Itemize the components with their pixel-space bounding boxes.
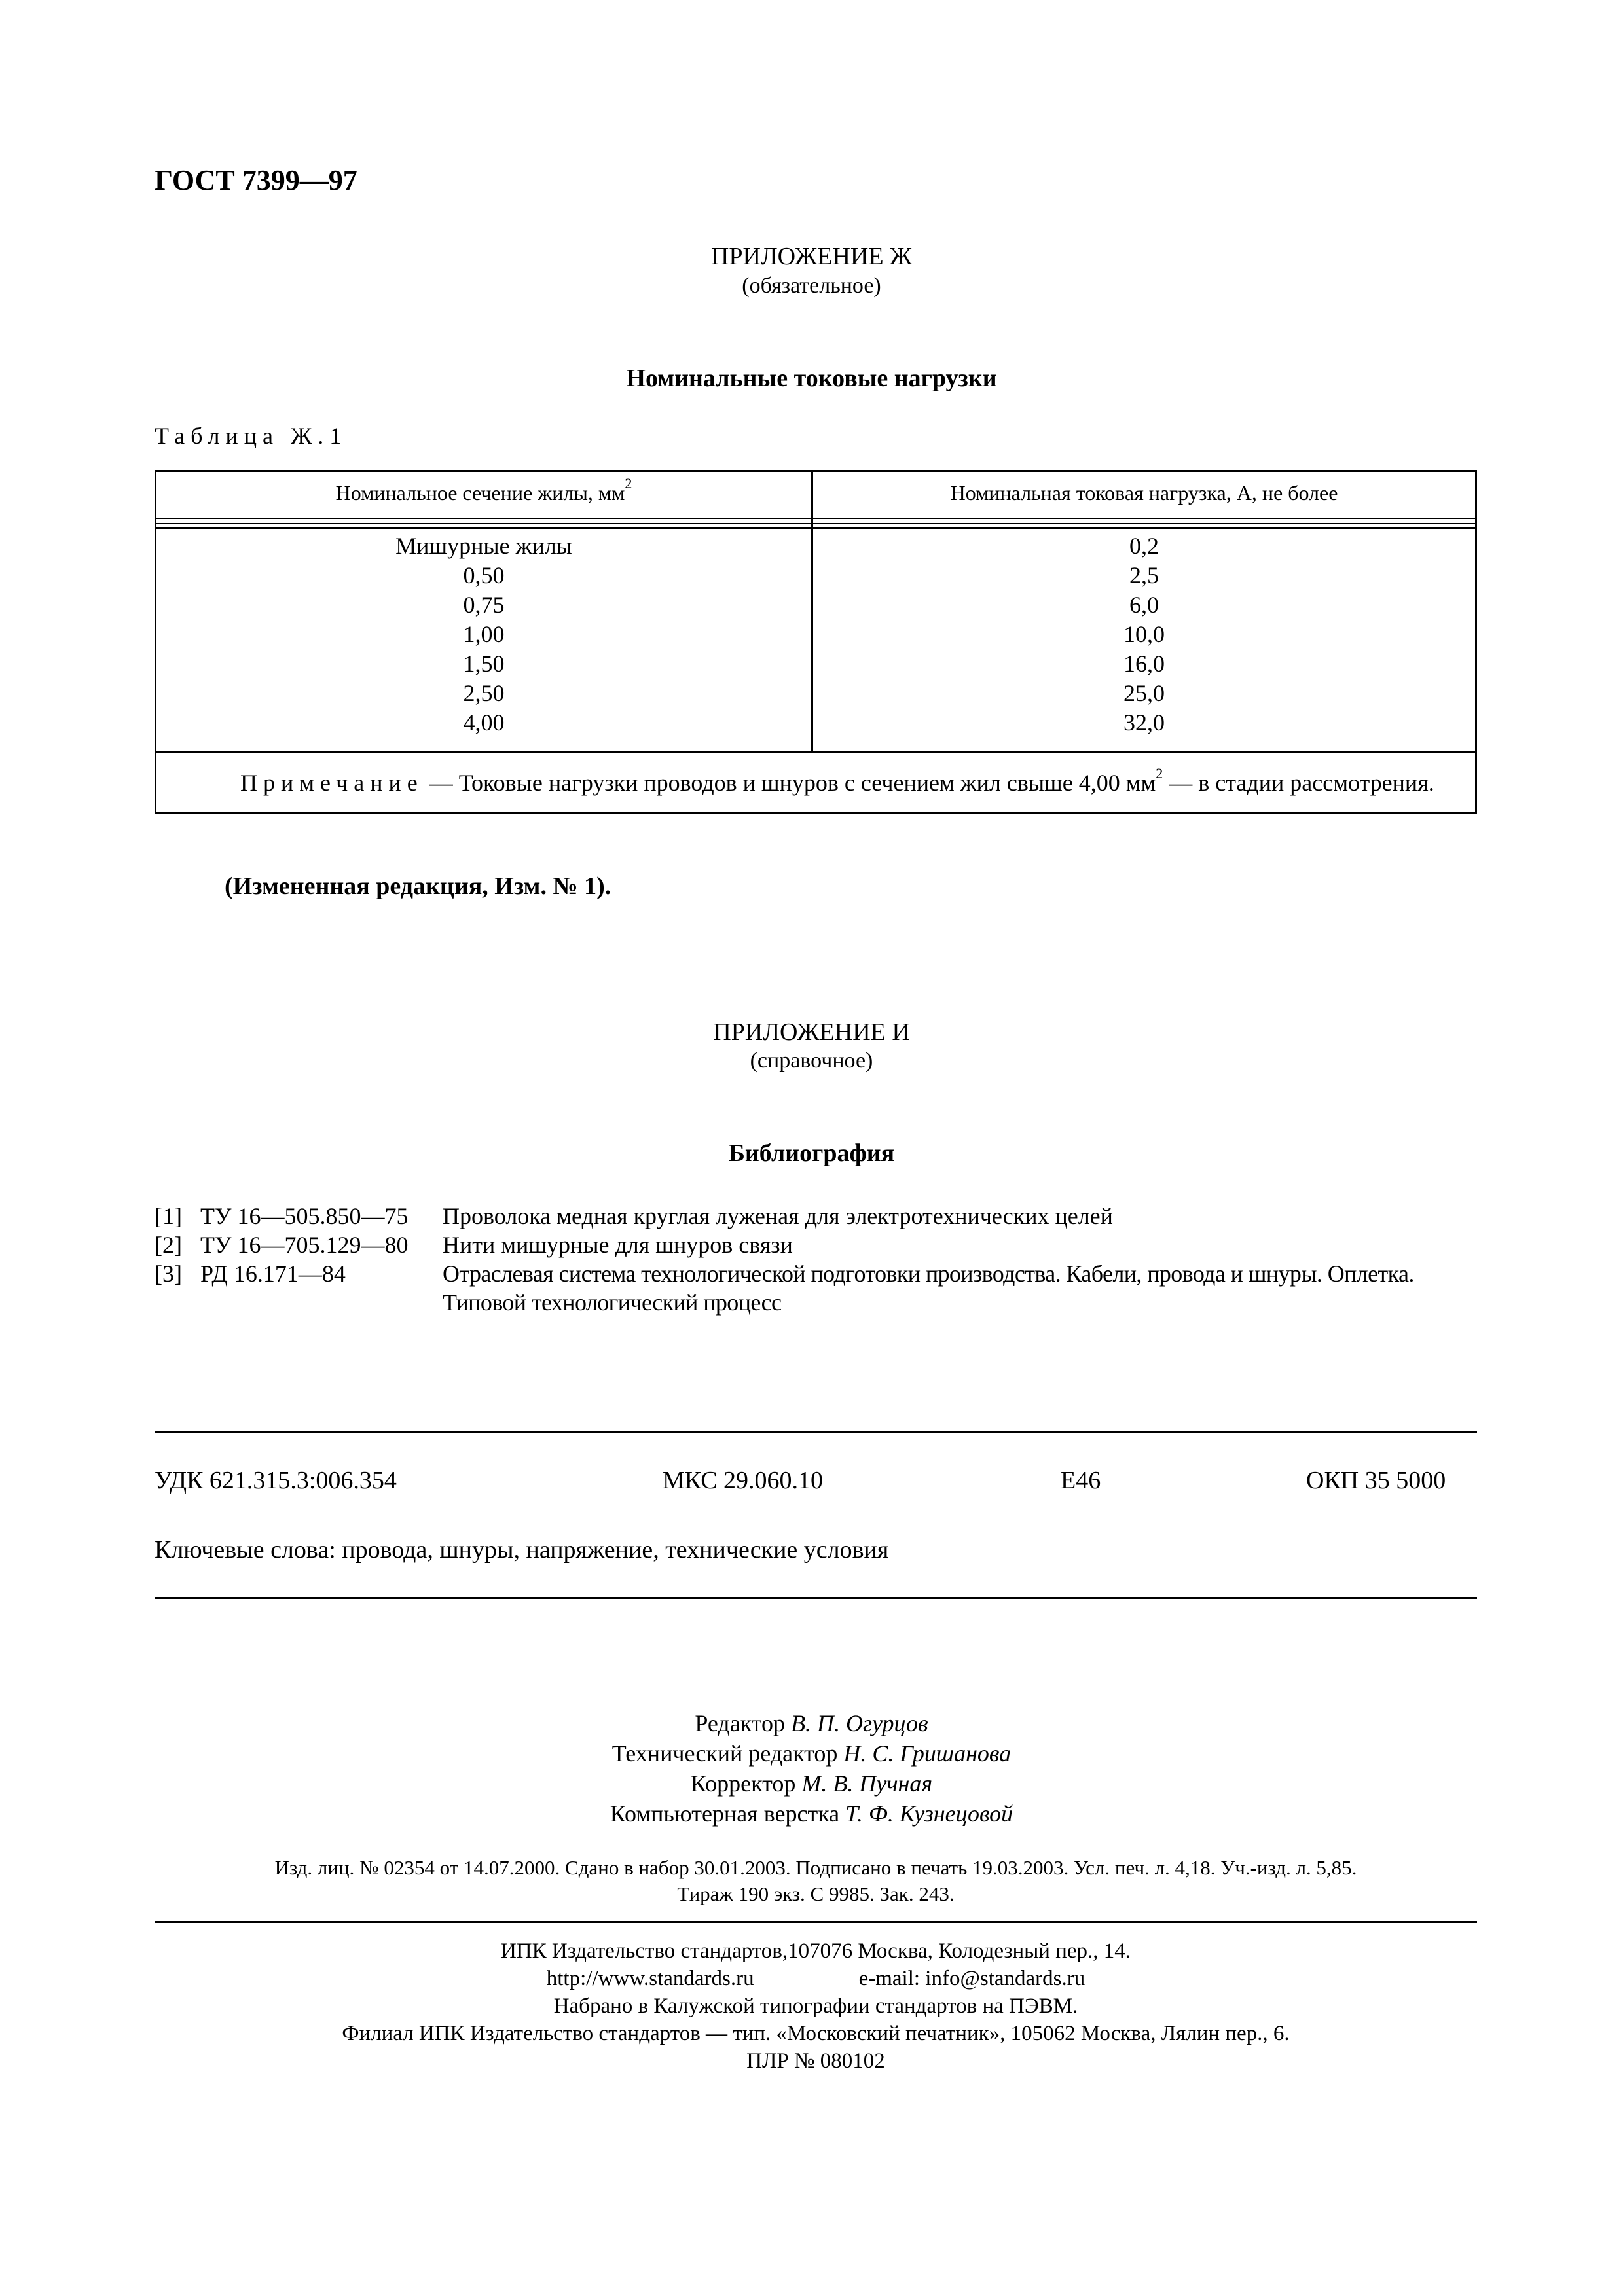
imprint-line: Изд. лиц. № 02354 от 14.07.2000. Сдано в набор 30.01.2003. Подписано в печать 19.03.2003. Усл. печ. л. 4,18. Уч.-изд. л. 5,85. bbox=[274, 1856, 1357, 1879]
publisher-branch: Филиал ИПК Издательство стандартов — тип. «Московский печатник», 105062 Москва, Лялин пер., 6. bbox=[342, 2022, 1290, 2045]
mks-code: МКС 29.060.10 bbox=[663, 1467, 824, 1494]
credit-name: М. В. Пучная bbox=[801, 1770, 933, 1797]
bibliography-list bbox=[155, 1202, 1484, 1317]
publisher-block bbox=[155, 1937, 1477, 2075]
appendix-zh-heading: Номинальные токовые нагрузки bbox=[626, 365, 997, 392]
note-sup: 2 bbox=[1156, 765, 1163, 781]
header-separator bbox=[156, 514, 1476, 528]
table-note bbox=[156, 752, 1476, 813]
credit-role: Редактор bbox=[695, 1710, 785, 1736]
credit-line bbox=[0, 1708, 1623, 1738]
note-label: Примечание bbox=[240, 770, 424, 796]
table-cell: 25,0 bbox=[1123, 680, 1165, 706]
table-body-row bbox=[156, 528, 1476, 752]
appendix-i-heading: Библиография bbox=[728, 1139, 895, 1167]
keywords: Ключевые слова: провода, шнуры, напряжение, технические условия bbox=[155, 1536, 889, 1564]
note-text-end: — в стадии рассмотрения. bbox=[1163, 770, 1434, 796]
publisher-typesetting: Набрано в Калужской типографии стандартов на ПЭВМ. bbox=[553, 1994, 1078, 2018]
credit-name: В. П. Огурцов bbox=[791, 1710, 928, 1736]
table-cell: 0,50 bbox=[463, 562, 505, 588]
bib-number: [3] bbox=[155, 1261, 182, 1287]
appendix-i-title: ПРИЛОЖЕНИЕ И bbox=[713, 1018, 910, 1046]
bib-code: ТУ 16—705.129—80 bbox=[200, 1232, 409, 1258]
bib-code: РД 16.171—84 bbox=[200, 1261, 346, 1287]
table-cell: 6,0 bbox=[1129, 592, 1159, 618]
table-cell: 2,5 bbox=[1129, 562, 1159, 588]
publisher-address: ИПК Издательство стандартов,107076 Москва, Колодезный пер., 14. bbox=[500, 1939, 1131, 1963]
credit-line bbox=[0, 1738, 1623, 1768]
group-code: Е46 bbox=[1061, 1467, 1101, 1494]
credits-block bbox=[0, 1708, 1623, 1829]
credit-name: Т. Ф. Кузнецовой bbox=[845, 1801, 1013, 1827]
okp-code: ОКП 35 5000 bbox=[1306, 1467, 1446, 1494]
table-cell: 16,0 bbox=[1123, 651, 1165, 677]
table-cell: 2,50 bbox=[463, 680, 505, 706]
table-cell: 4,00 bbox=[463, 709, 505, 736]
bib-code: ТУ 16—505.850—75 bbox=[200, 1203, 409, 1229]
table-note-row bbox=[156, 752, 1476, 813]
publisher-contacts bbox=[155, 1965, 1477, 1992]
table-cell: 1,50 bbox=[463, 651, 505, 677]
column-header-load: Номинальная токовая нагрузка, А, не более bbox=[812, 471, 1476, 514]
credit-line bbox=[0, 1799, 1623, 1829]
publisher-email[interactable]: e-mail: info@standards.ru bbox=[858, 1967, 1085, 1990]
table-cell: 0,2 bbox=[1129, 533, 1159, 559]
divider-top bbox=[155, 1431, 1477, 1433]
load-column bbox=[812, 528, 1476, 752]
bib-title: Нити мишурные для шнуров связи bbox=[443, 1232, 793, 1258]
current-load-table bbox=[155, 470, 1477, 814]
credit-name: Н. С. Гришанова bbox=[843, 1740, 1012, 1767]
table-label: Таблица Ж.1 bbox=[155, 423, 348, 449]
table-cell: 0,75 bbox=[463, 592, 505, 618]
appendix-i-subtitle: (справочное) bbox=[750, 1049, 873, 1073]
credit-role: Корректор bbox=[690, 1770, 796, 1797]
column-header-section-text: Номинальное сечение жилы, мм bbox=[335, 480, 625, 505]
bibliography-entry bbox=[155, 1259, 1484, 1317]
bibliography-entry bbox=[155, 1202, 1484, 1230]
divider-bottom bbox=[155, 1597, 1477, 1599]
bibliography-entry bbox=[155, 1230, 1484, 1259]
imprint-block bbox=[155, 1855, 1477, 1907]
publisher-license: ПЛР № 080102 bbox=[746, 2049, 885, 2073]
imprint-line: Тираж 190 экз. С 9985. Зак. 243. bbox=[677, 1882, 955, 1905]
column-header-section bbox=[156, 471, 812, 514]
bib-title: Отраслевая система технологической подготовки производства. Кабели, провода и шнуры. Оплетка. Типовой технологический процесс bbox=[443, 1261, 1414, 1316]
credit-role: Компьютерная верстка bbox=[610, 1801, 840, 1827]
table-cell: Мишурные жилы bbox=[395, 533, 572, 559]
document-number: ГОСТ 7399—97 bbox=[155, 164, 357, 196]
udk-code: УДК 621.315.3:006.354 bbox=[155, 1467, 397, 1494]
credit-role: Технический редактор bbox=[611, 1740, 838, 1767]
bib-title: Проволока медная круглая луженая для электротехнических целей bbox=[443, 1203, 1113, 1229]
change-note: (Измененная редакция, Изм. № 1). bbox=[225, 872, 611, 900]
table-cell: 1,00 bbox=[463, 621, 505, 647]
bib-number: [1] bbox=[155, 1203, 182, 1229]
table-header-row bbox=[156, 471, 1476, 514]
bib-number: [2] bbox=[155, 1232, 182, 1258]
appendix-zh-subtitle: (обязательное) bbox=[742, 274, 881, 298]
table-cell: 32,0 bbox=[1123, 709, 1165, 736]
publisher-url[interactable]: http://www.standards.ru bbox=[546, 1967, 754, 1990]
section-column bbox=[156, 528, 812, 752]
note-text: — Токовые нагрузки проводов и шнуров с сечением жил свыше 4,00 мм bbox=[423, 770, 1156, 796]
credit-line bbox=[0, 1768, 1623, 1799]
appendix-zh-title: ПРИЛОЖЕНИЕ Ж bbox=[710, 243, 913, 270]
column-header-sup: 2 bbox=[625, 475, 632, 492]
divider-publisher bbox=[155, 1921, 1477, 1923]
table-cell: 10,0 bbox=[1123, 621, 1165, 647]
